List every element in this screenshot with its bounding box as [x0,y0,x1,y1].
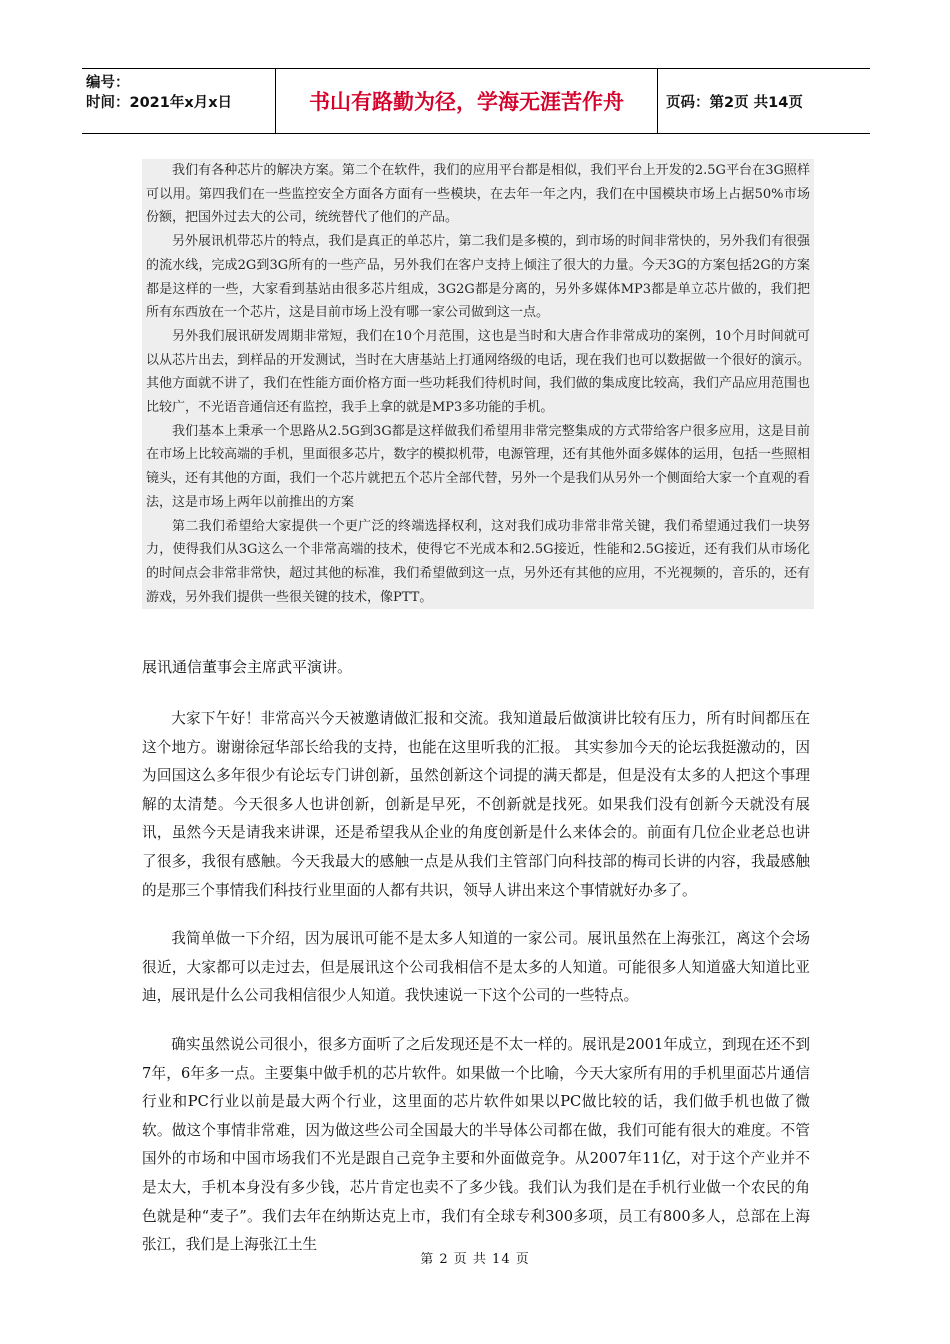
document-code-label: 编号： [86,75,130,91]
page-footer: 第 2 页 共 14 页 [420,1252,530,1267]
speech-body [142,705,810,1280]
speaker-heading: 展讯通信董事会主席武平演讲。 [142,658,353,676]
header-motto: 书山有路勤为径，学海无涯苦作舟 [276,69,658,133]
shaded-paragraph: 我们基本上秉承一个思路从2.5G到3G都是这样做我们希望用非常完整集成的方式带给客户很多应用，这是目前在市场上比较高端的手机，里面很多芯片，数字的模拟机带，电源管理，还有其他外面多媒体的运用，包括一些照相镜头，还有其他的方面，我们一个芯片就把五个芯片全部代替，另外一个是我们从另外一个侧面给大家一个直观的看法，这是市场上两年以前推出的方案 [146,423,810,510]
header-meta [82,69,276,133]
shaded-paragraph: 另外展讯机带芯片的特点，我们是真正的单芯片，第二我们是多模的，到市场的时间非常快的，另外我们有很强的流水线，完成2G到3G所有的一些产品，另外我们在客户支持上倾注了很大的力量。今天3G的方案包括2G的方案都是这样的一些，大家看到基站由很多芯片组成，3G2G都是分离的，另外多媒体MP3都是单立芯片做的，我们把所有东西放在一个芯片，这是目前市场上没有哪一家公司做到这一点。 [146,234,810,321]
body-paragraph: 确实虽然说公司很小，很多方面听了之后发现还是不太一样的。展讯是2001年成立，到现在还不到7年，6年多一点。主要集中做手机的芯片软件。如果做一个比喻，今天大家所有用的手机里面芯片通信行业和PC行业以前是最大两个行业，这里面的芯片软件如果以PC做比较的话，我们做手机也做了微软。做这个事情非常难，因为做这些公司全国最大的半导体公司都在做，我们可能有很大的难度。不管国外的市场和中国市场我们不光是跟自己竞争主要和外面做竞争。从2007年11亿，对于这个产业并不是太大，手机本身没有多少钱，芯片肯定也卖不了多少钱。我们认为我们是在手机行业做一个农民的角色就是种“麦子”。我们去年在纳斯达克上市，我们有全球专利300多项，员工有800多人，总部在上海张江，我们是上海张江土生 [142,1035,810,1254]
document-date: 时间：2021年x月x日 [86,95,233,111]
body-paragraph: 大家下午好！非常高兴今天被邀请做汇报和交流。我知道最后做演讲比较有压力，所有时间都压在这个地方。谢谢徐冠华部长给我的支持，也能在这里听我的汇报。 其实参加今天的论坛我挺激动的，因为回国这么多年很少有论坛专门讲创新，虽然创新这个词提的满天都是，但是没有太多的人把这个事理解的太清楚。今天很多人也讲创新，创新是早死，不创新就是找死。如果我们没有创新今天就没有展讯，虽然今天是请我来讲课，还是希望我从企业的角度创新是什么来体会的。前面有几位企业老总也讲了很多，我很有感触。今天我最大的感触一点是从我们主管部门向科技部的梅司长讲的内容，我最感触的是那三个事情我们科技行业里面的人都有共识，领导人讲出来这个事情就好办多了。 [142,710,810,899]
shaded-paragraph: 我们有各种芯片的解决方案。第二个在软件，我们的应用平台都是相似，我们平台上开发的2.5G平台在3G照样可以用。第四我们在一些监控安全方面各方面有一些模块，在去年一年之内，我们在中国模块市场上占据50%市场份额，把国外过去大的公司，统统替代了他们的产品。 [146,163,810,226]
body-paragraph: 我简单做一下介绍，因为展讯可能不是太多人知道的一家公司。展讯虽然在上海张江，离这个会场很近，大家都可以走过去，但是展讯这个公司我相信不是太多的人知道。可能很多人知道盛大知道比亚迪，展讯是什么公司我相信很少人知道。我快速说一下这个公司的一些特点。 [142,930,810,1005]
header-page-number: 页码：第2页 共14页 [666,94,803,111]
shaded-paragraph: 第二我们希望给大家提供一个更广泛的终端选择权利，这对我们成功非常非常关键，我们希望通过我们一块努力，使得我们从3G这么一个非常高端的技术，使得它不光成本和2.5G接近，性能和2.5G接近，还有我们从市场化的时间点会非常非常快，超过其他的标准，我们希望做到这一点，另外还有其他的应用，不光视频的，音乐的，还有游戏，另外我们提供一些很关键的技术，像PTT。 [146,518,810,605]
page-header [82,68,870,134]
shaded-paragraph: 另外我们展讯研发周期非常短，我们在10个月范围，这也是当时和大唐合作非常成功的案例，10个月时间就可以从芯片出去，到样品的开发测试，当时在大唐基站上打通网络级的电话，现在我们也可以数据做一个很好的演示。其他方面就不讲了，我们在性能方面价格方面一些功耗我们待机时间，我们做的集成度比较高，我们产品应用范围也比较广，不光语音通信还有监控，我手上拿的就是MP3多功能的手机。 [146,328,810,416]
shaded-text-block [142,159,814,609]
